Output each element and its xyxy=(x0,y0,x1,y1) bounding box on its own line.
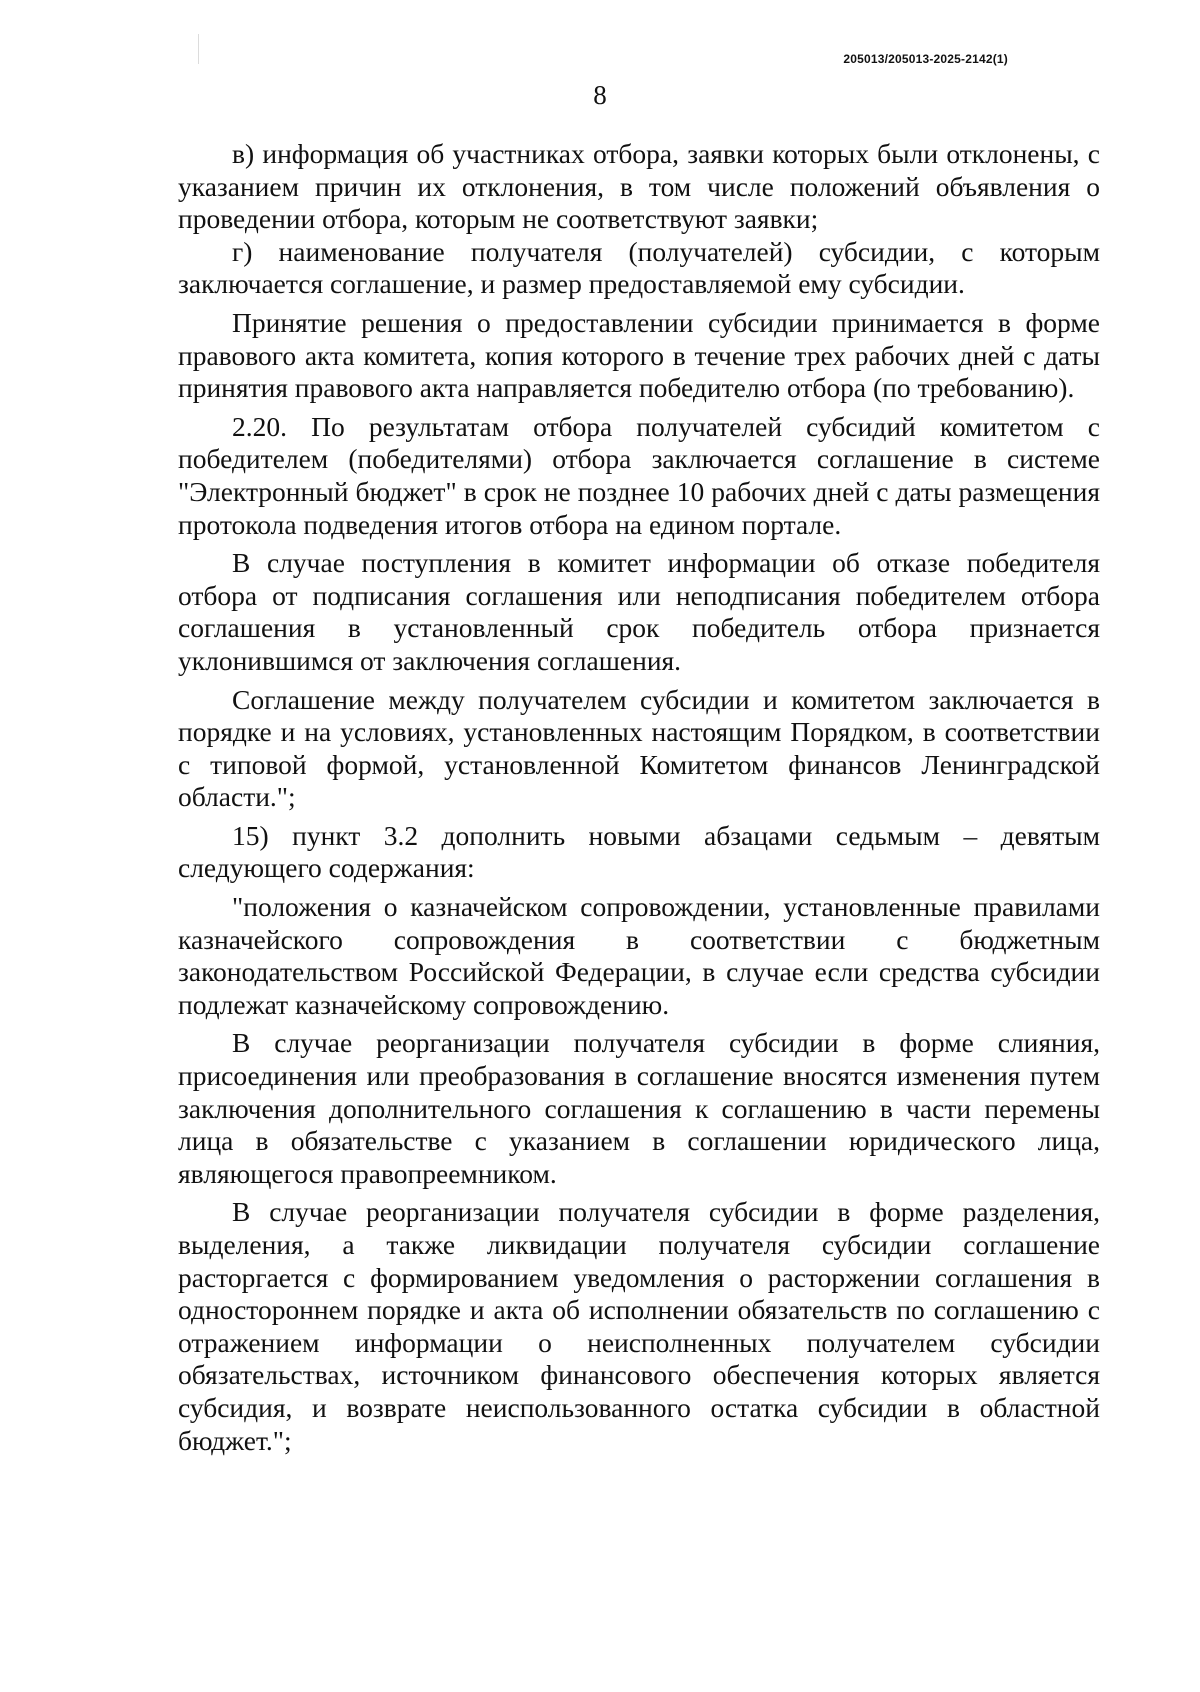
paragraph-subitem-v: в) информация об участниках отбора, заявки которых были отклонены, с указанием причин их отклонения, в том числе положений объявления о проведении отбора, которым не соответствуют заявки; xyxy=(178,138,1100,235)
page-number: 8 xyxy=(593,80,607,110)
paragraph-reorganization-division: В случае реорганизации получателя субсидии в форме разделения, выделения, а также ликвидации получателя субсидии соглашение расторгается с формированием уведомления о расторжении соглашения в одностороннем порядке и акта об исполнении обязательств по соглашению с отражением информации о неисполненных получателем субсидии обязательствах, источником финансового обеспечения которых является субсидия, и возврате неиспользованного остатка субсидии в областной бюджет."; xyxy=(178,1196,1100,1456)
paragraph-item-15: 15) пункт 3.2 дополнить новыми абзацами седьмым – девятым следующего содержания: xyxy=(178,819,1100,884)
document-id: 205013/205013-2025-2142(1) xyxy=(843,52,1008,66)
paragraph-refusal: В случае поступления в комитет информации об отказе победителя отбора от подписания соглашения или неподписания победителем отбора соглашения в установленный срок победитель отбора признается уклонившимся от заключения соглашения. xyxy=(178,547,1100,676)
paragraph-treasury-support: "положения о казначейском сопровождении, установленные правилами казначейского сопровождения в соответствии с бюджетным законодательством Российской Федерации, в случае если средства субсидии подлежат казначейскому сопровождению. xyxy=(178,891,1100,1020)
document-body xyxy=(178,138,1100,1457)
paragraph-agreement: Соглашение между получателем субсидии и комитетом заключается в порядке и на условиях, установленных настоящим Порядком, в соответствии с типовой формой, установленной Комитетом финансов Ленинградской области."; xyxy=(178,683,1100,813)
paragraph-decision: Принятие решения о предоставлении субсидии принимается в форме правового акта комитета, копия которого в течение трех рабочих дней с даты принятия правового акта направляется победителю отбора (по требованию). xyxy=(178,306,1100,404)
paragraph-reorganization-merger: В случае реорганизации получателя субсидии в форме слияния, присоединения или преобразования в соглашение вносятся изменения путем заключения дополнительного соглашения к соглашению в части перемены лица в обязательстве с указанием в соглашении юридического лица, являющегося правопреемником. xyxy=(178,1027,1100,1189)
scan-artifact-line xyxy=(198,34,199,64)
paragraph-subitem-g: г) наименование получателя (получателей) субсидии, с которым заключается соглашение, и размер предоставляемой ему субсидии. xyxy=(178,235,1100,300)
paragraph-2-20: 2.20. По результатам отбора получателей субсидий комитетом с победителем (победителями) отбора заключается соглашение в системе "Электронный бюджет" в срок не позднее 10 рабочих дней с даты размещения протокола подведения итогов отбора на едином портале. xyxy=(178,410,1100,540)
